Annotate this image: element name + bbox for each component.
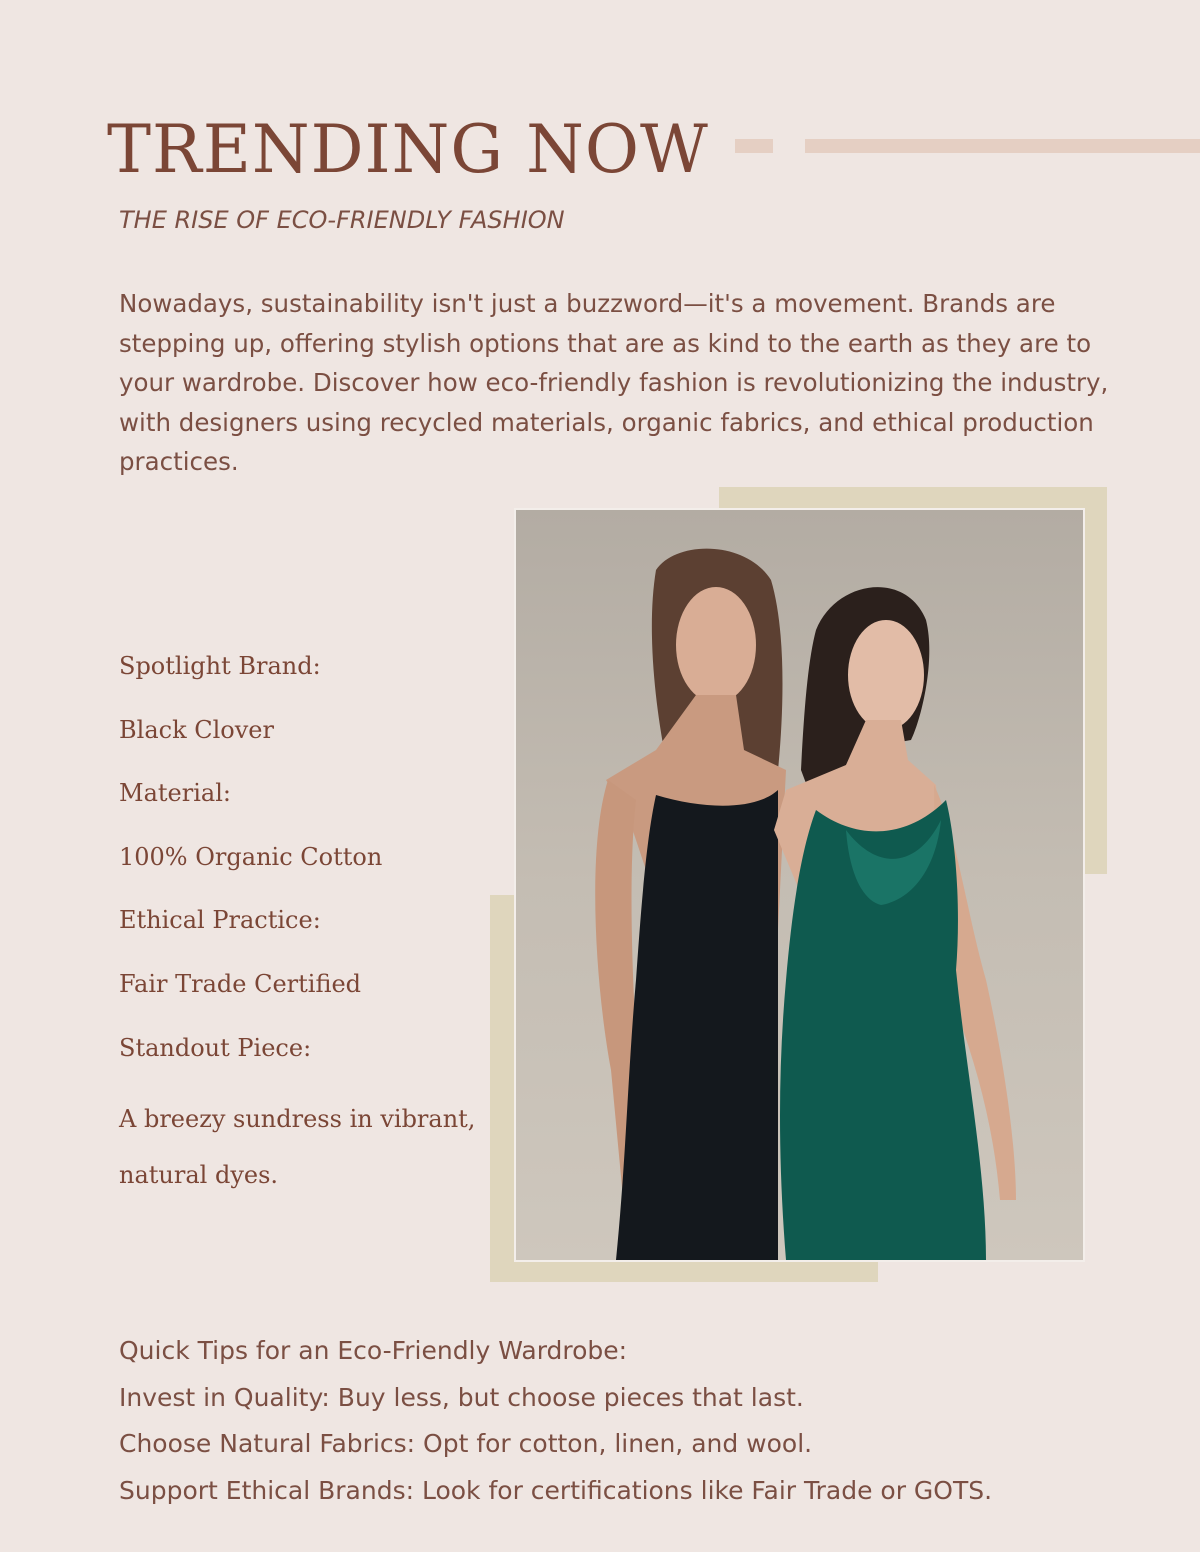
left-model-dress [616, 790, 778, 1260]
standout-piece-value: A breezy sundress in vibrant, natural dyes. [119, 1105, 476, 1190]
spotlight-section [119, 646, 479, 1203]
fashion-photo [514, 508, 1085, 1262]
tip-item: Invest in Quality: Buy less, but choose pieces that last. [119, 1382, 804, 1412]
spotlight-brand-value: Black Clover [119, 715, 274, 744]
tips-section [119, 1328, 1119, 1515]
spotlight-brand-label: Spotlight Brand: [119, 652, 321, 680]
standout-piece-label: Standout Piece: [119, 1033, 312, 1062]
right-model-face [848, 620, 924, 730]
ethical-practice-label: Ethical Practice: [119, 906, 321, 935]
tips-heading: Quick Tips for an Eco-Friendly Wardrobe: [119, 1336, 628, 1365]
material-value: 100% Organic Cotton [119, 842, 383, 871]
tip-item: Support Ethical Brands: Look for certifications like Fair Trade or GOTS. [119, 1476, 993, 1506]
decorative-bar-short [735, 139, 773, 153]
left-model-face [676, 587, 756, 703]
intro-paragraph: Nowadays, sustainability isn't just a buzzword—it's a movement. Brands are stepping up, offering stylish options that are as kind to the earth as they are to your wardrobe. Discover how eco-friendly fashion is revolutionizing the industry, with designers using recycled materials, organic fabrics, and ethical production practices. [119, 289, 1109, 476]
page-title: TRENDING NOW [107, 111, 709, 188]
tip-item: Choose Natural Fabrics: Opt for cotton, linen, and wool. [119, 1429, 813, 1459]
page-subtitle: THE RISE OF ECO-FRIENDLY FASHION [119, 206, 565, 234]
decorative-bar-long [805, 139, 1200, 153]
ethical-practice-value: Fair Trade Certified [119, 969, 362, 998]
material-label: Material: [119, 779, 231, 808]
